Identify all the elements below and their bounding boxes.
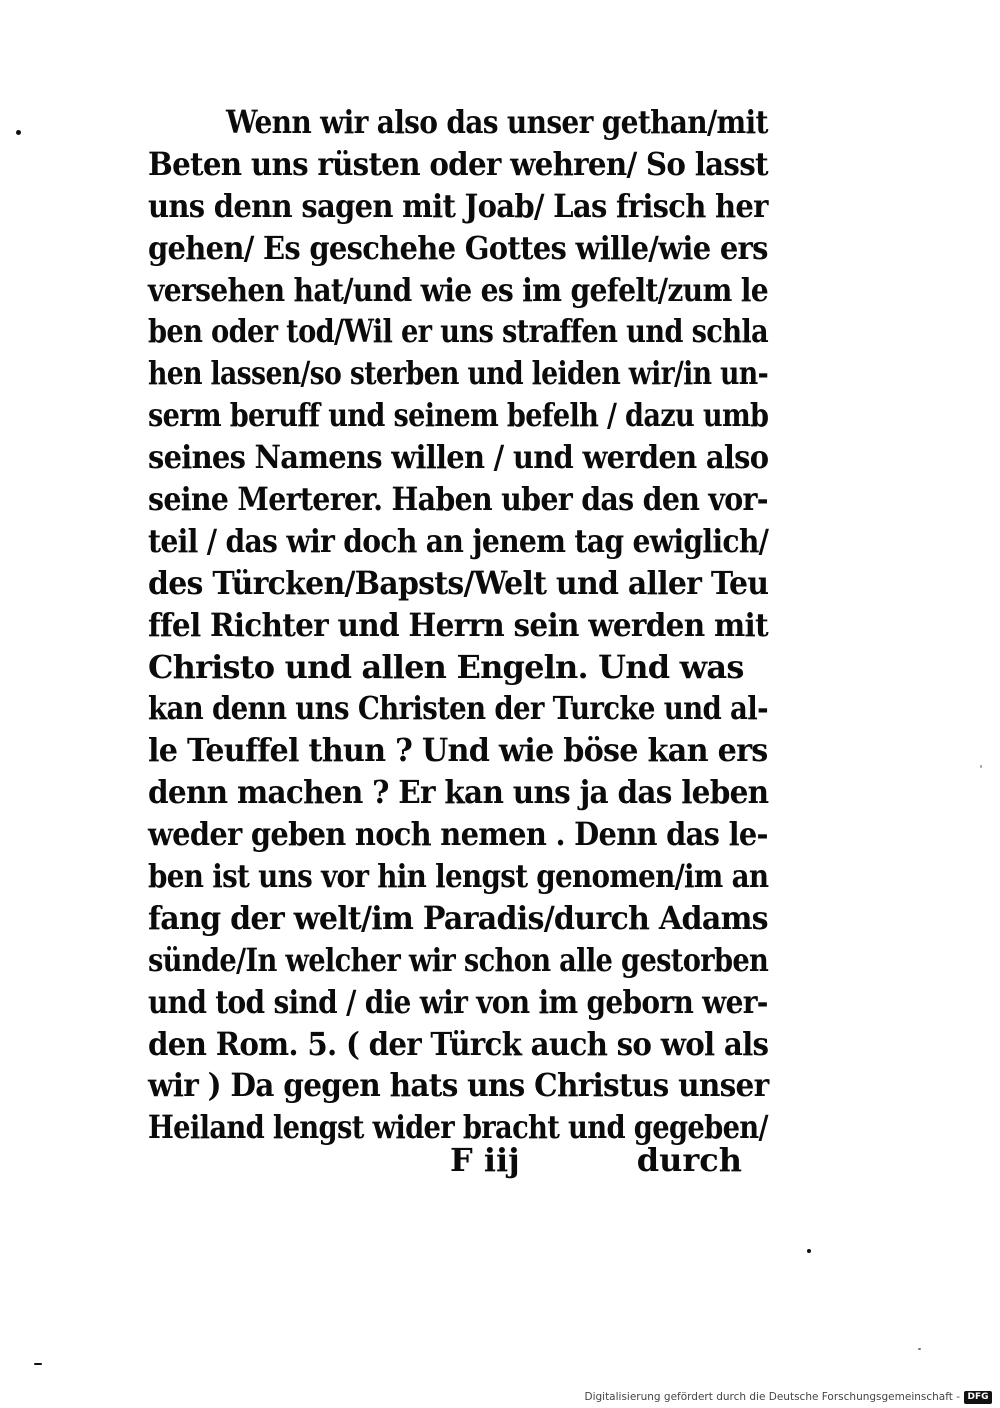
text-line: weder geben noch nemen . Denn das le-	[148, 815, 768, 854]
attribution-footer	[584, 1389, 992, 1405]
text-line: le Teuffel thun ? Und wie böse kan ers	[148, 731, 768, 770]
body-text	[148, 102, 768, 1149]
ink-speck	[34, 1363, 42, 1365]
catchword: durch	[636, 1141, 742, 1179]
text-line: fang der welt/im Paradis/durch Adams	[148, 898, 768, 937]
page-footer	[148, 1138, 768, 1182]
text-line: kan denn uns Christen der Turcke und al-	[148, 689, 768, 728]
text-line: und tod sind / die wir von im geborn wer-	[148, 982, 768, 1021]
text-line: teil / das wir doch an jenem tag ewiglich/	[148, 521, 769, 560]
attribution-text: Digitalisierung gefördert durch die Deutsche Forschungsgemeinschaft -	[584, 1391, 960, 1403]
text-line: hen lassen/so sterben und leiden wir/in un-	[148, 354, 769, 393]
text-line: serm beruff und seinem befelh / dazu umb	[148, 396, 769, 435]
text-line: sünde/In welcher wir schon alle gestorben	[148, 940, 769, 979]
text-line: seine Merterer. Haben uber das den vor-	[148, 480, 768, 519]
text-line: des Türcken/Bapsts/Welt und aller Teu	[148, 563, 769, 602]
ink-speck	[980, 765, 982, 768]
text-line: Beten uns rüsten oder wehren/ So lasst	[148, 144, 768, 183]
ink-speck	[807, 1249, 811, 1253]
dfg-logo-icon: DFG	[964, 1391, 992, 1404]
signature-mark: F iij	[450, 1141, 520, 1179]
text-line: wir ) Da gegen hats uns Christus unser	[148, 1066, 769, 1105]
text-line: uns denn sagen mit Joab/ Las frisch her	[148, 186, 768, 225]
text-line: ben ist uns vor hin lengst genomen/im an	[148, 857, 769, 896]
text-line: den Rom. 5. ( der Türck auch so wol als	[148, 1024, 769, 1063]
ink-speck	[16, 130, 21, 135]
text-line: versehen hat/und wie es im gefelt/zum le	[148, 270, 769, 309]
text-line: denn machen ? Er kan uns ja das leben	[148, 773, 769, 812]
ink-speck	[918, 1348, 921, 1350]
text-line: ffel Richter und Herrn sein werden mit	[148, 605, 768, 644]
text-line: seines Namens willen / und werden also	[148, 438, 769, 477]
text-line: Christo und allen Engeln. Und was	[148, 647, 744, 686]
text-line: Wenn wir also das unser gethan/mit	[226, 103, 768, 141]
text-line: ben oder tod/Wil er uns straffen und schla	[148, 312, 769, 351]
text-line: gehen/ Es geschehe Gottes wille/wie ers	[148, 228, 768, 267]
text-line: Heiland lengst wider bracht und gegeben/	[148, 1108, 768, 1147]
